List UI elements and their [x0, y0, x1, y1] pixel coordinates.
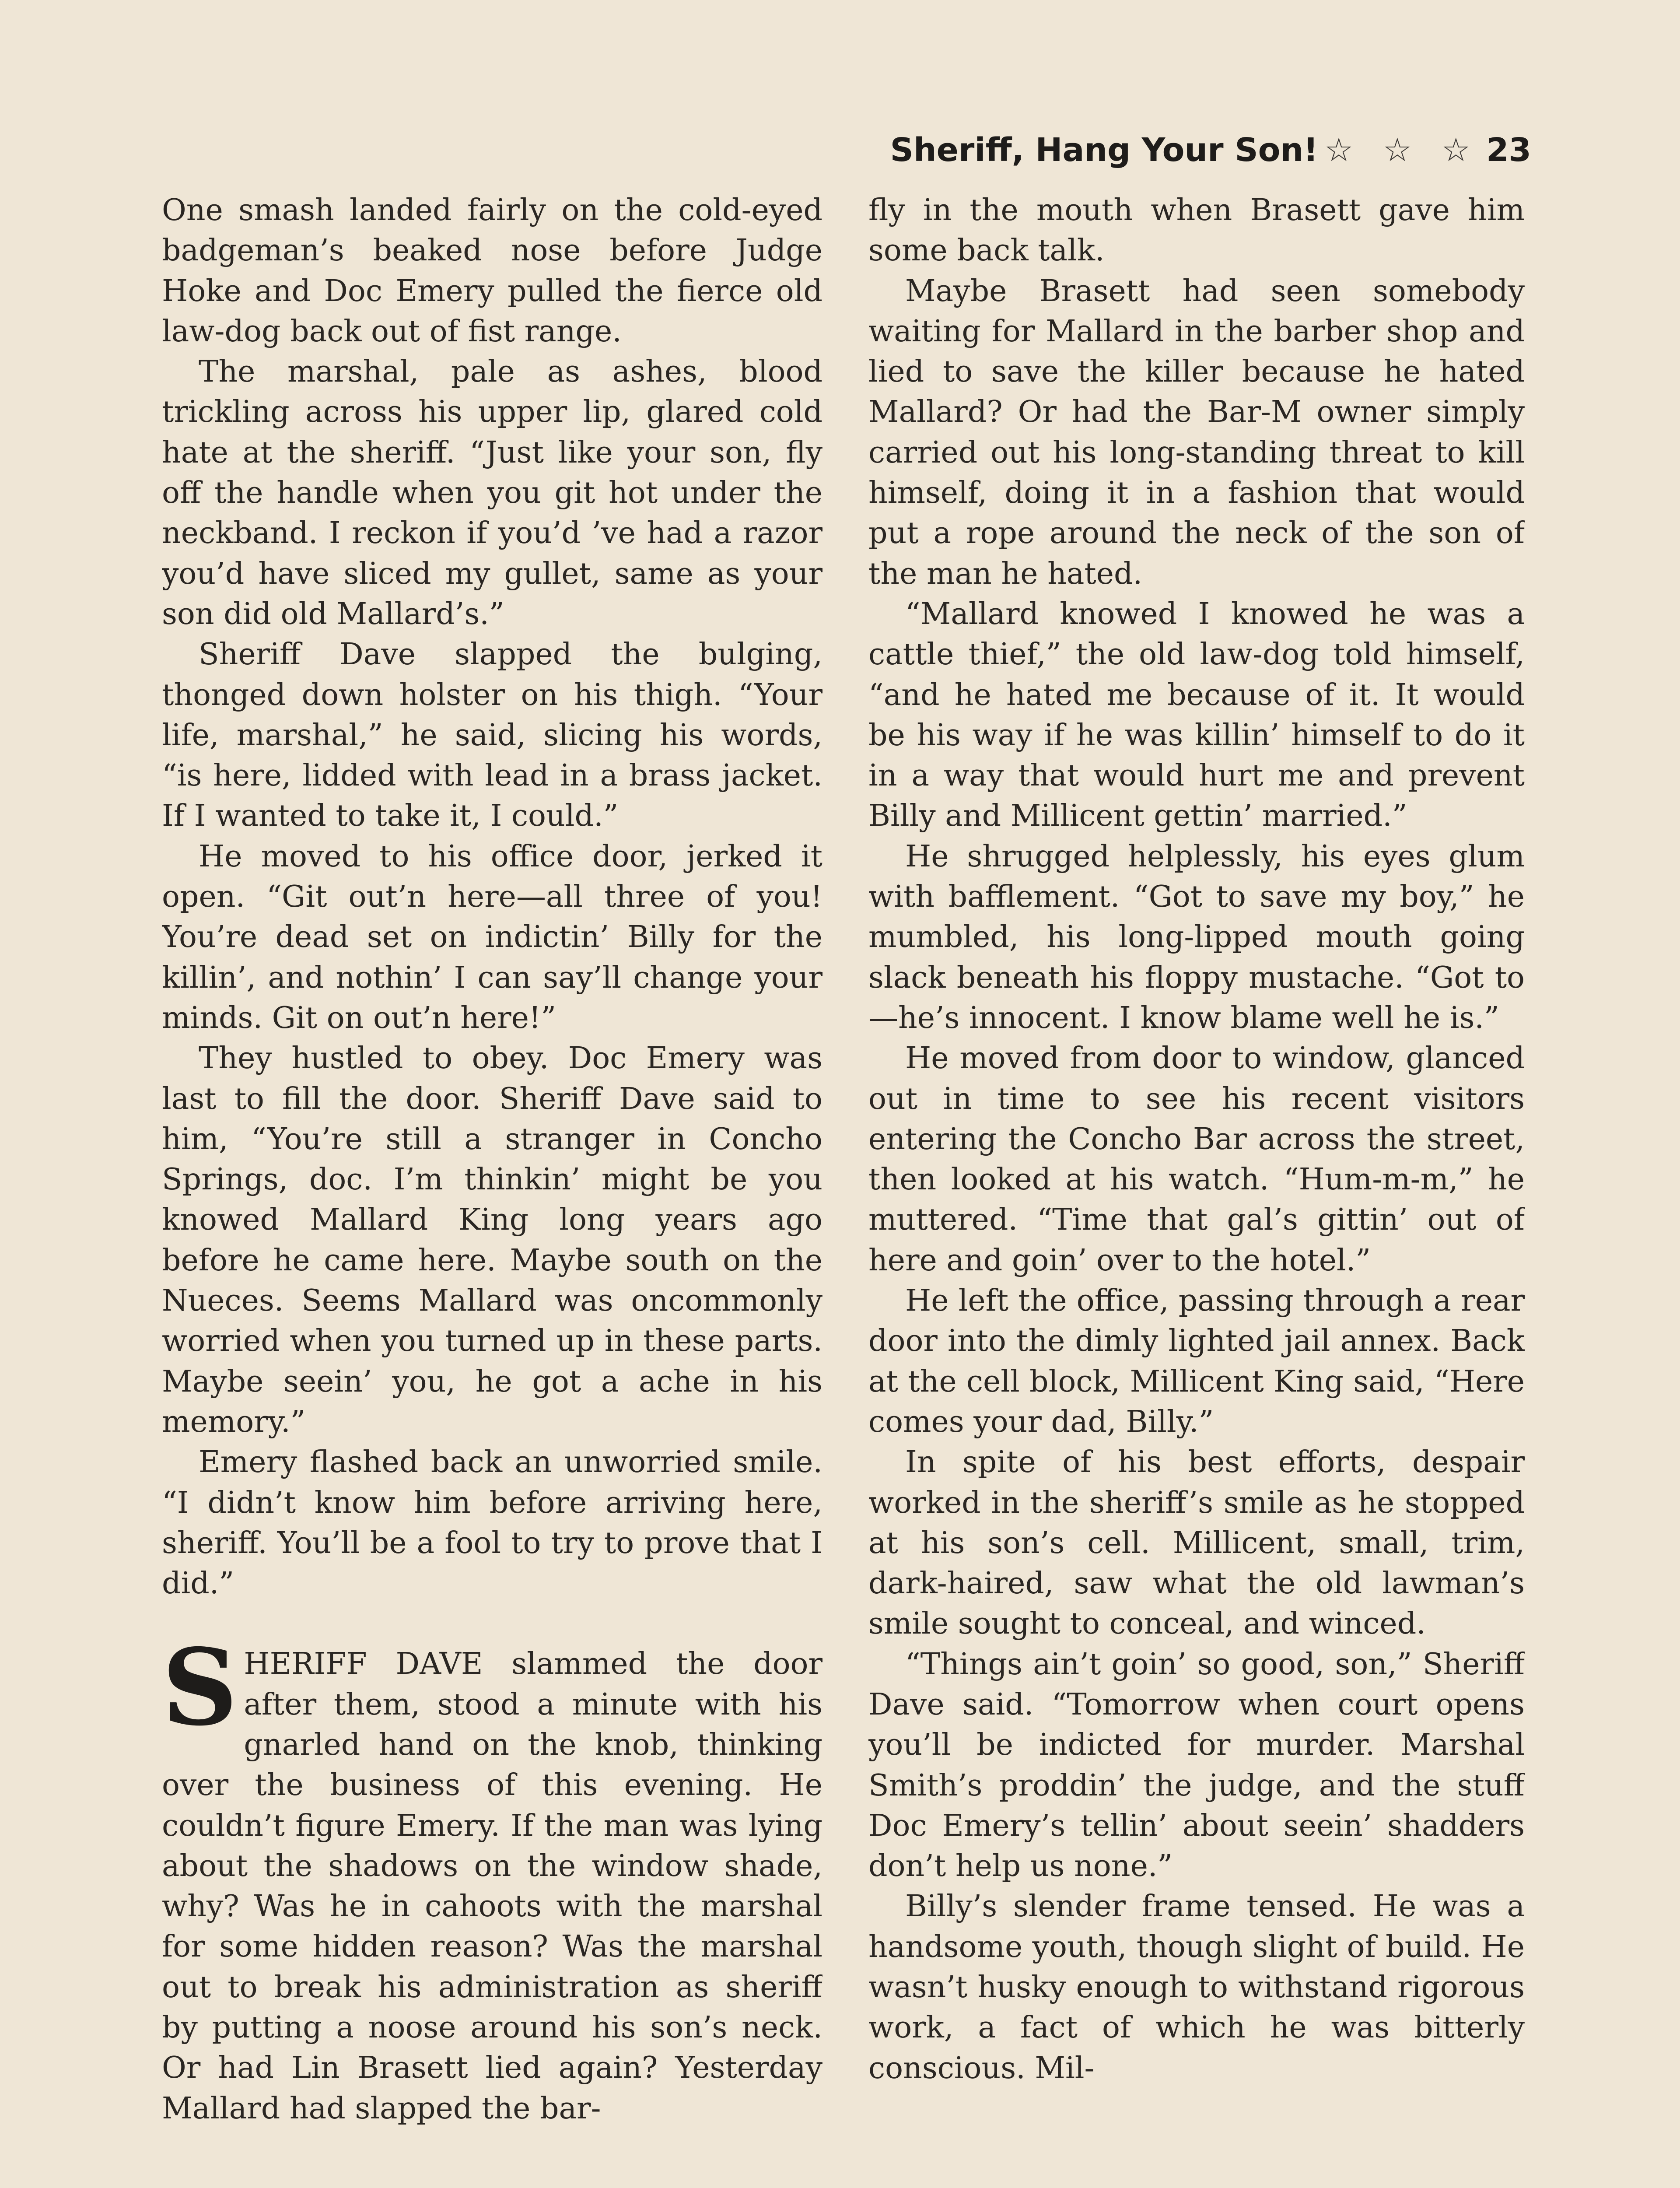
paragraph: Emery flashed back an unworried smile. “I didn’t know him before arriving here, sheriff. You’ll be a fool to try to prove that I did.”: [162, 1445, 822, 1601]
running-header: [890, 131, 1531, 169]
paragraph: He left the office, passing through a rear door into the dimly lighted jail annex. Back at the cell block, Millicent King said, “Here comes your dad, Billy.”: [868, 1283, 1525, 1439]
section-paragraph: [162, 1626, 822, 2129]
paragraph: He shrugged helplessly, his eyes glum with bafflement. “Got to save my boy,” he mumbled, his long-lipped mouth going slack beneath his floppy mustache. “Got to—he’s innocent. I know blame well he is.”: [868, 839, 1525, 1035]
paragraph: Sheriff Dave slapped the bulging, thonged down holster on his thigh. “Your life, marshal,” he said, slicing his words, “is here, lidded with lead in a brass jacket. If I wanted to take it, I could.”: [162, 637, 822, 834]
drop-cap: S: [162, 1626, 238, 1750]
small-caps-lead: HERIFF DAVE: [244, 1647, 483, 1682]
paragraph: “Mallard knowed I knowed he was a cattle thief,” the old law-dog told himself, “and he hated me because of it. It would be his way if he was killin’ himself to do it in a way that would hurt me and prevent Billy and Millicent gettin’ married.”: [868, 596, 1525, 834]
paragraph-text: slammed the door after them, stood a minute with his gnarled hand on the knob, thinking over the business of this evening. He couldn’t figure Emery. If the man was lying about the shadows on the window shade, why? Was he in cahoots with the marshal for some hidden reason? Was the marshal out to break his administration as sheriff by putting a noose around his son’s neck. Or had Lin Brasett lied again? Yesterday Mallard had slapped the bar-: [162, 1647, 822, 2126]
paragraph: fly in the mouth when Brasett gave him some back talk.: [868, 193, 1525, 268]
paragraph: He moved from door to window, glanced out in time to see his recent visitors entering the Concho Bar across the street, then looked at his watch. “Hum-m-m,” he muttered. “Time that gal’s gittin’ out of here and goin’ over to the hotel.”: [868, 1041, 1525, 1278]
page-number: 23: [1486, 131, 1531, 169]
paragraph: In spite of his best efforts, despair worked in the sheriff’s smile as he stopped at his son’s cell. Millicent, small, trim, dark-haired, saw what the old lawman’s smile sought to conceal, and winced.: [868, 1445, 1525, 1641]
paragraph: He moved to his office door, jerked it open. “Git out’n here—all three of you! You’re dead set on indictin’ Billy for the killin’, and nothin’ I can say’ll change your minds. Git on out’n here!”: [162, 839, 822, 1035]
right-column: [868, 190, 1525, 2188]
paragraph: Billy’s slender frame tensed. He was a handsome youth, though slight of build. He wasn’t husky enough to withstand rigorous work, a fact of which he was bitterly conscious. Mil-: [868, 1889, 1525, 2086]
paragraph: The marshal, pale as ashes, blood trickling across his upper lip, glared cold hate at the sheriff. “Just like your son, fly off the handle when you git hot under the neckband. I reckon if you’d ’ve had a razor you’d have sliced my gullet, same as your son did old Mallard’s.”: [162, 354, 822, 631]
paragraph: Maybe Brasett had seen somebody waiting for Mallard in the barber shop and lied to save the killer because he hated Mallard? Or had the Bar-M owner simply carried out his long-standing threat to kill himself, doing it in a fashion that would put a rope around the neck of the son of the man he hated.: [868, 274, 1525, 591]
paragraph: They hustled to obey. Doc Emery was last to fill the door. Sheriff Dave said to him, “You’re still a stranger in Concho Springs, doc. I’m thinkin’ might be you knowed Mallard King long years ago before he came here. Maybe south on the Nueces. Seems Mallard was oncommonly worried when you turned up in these parts. Maybe seein’ you, he got a ache in his memory.”: [162, 1041, 822, 1439]
paragraph: “Things ain’t goin’ so good, son,” Sheriff Dave said. “Tomorrow when court opens you’ll be indicted for murder. Marshal Smith’s proddin’ the judge, and the stuff Doc Emery’s tellin’ about seein’ shadders don’t help us none.”: [868, 1647, 1525, 1884]
paragraph: One smash landed fairly on the cold-eyed badgeman’s beaked nose before Judge Hoke and Doc Emery pulled the fierce old law-dog back out of fist range.: [162, 193, 822, 349]
star-ornament: ☆ ☆ ☆: [1324, 131, 1480, 169]
left-column: [162, 190, 822, 2188]
story-title: Sheriff, Hang Your Son!: [890, 131, 1318, 169]
